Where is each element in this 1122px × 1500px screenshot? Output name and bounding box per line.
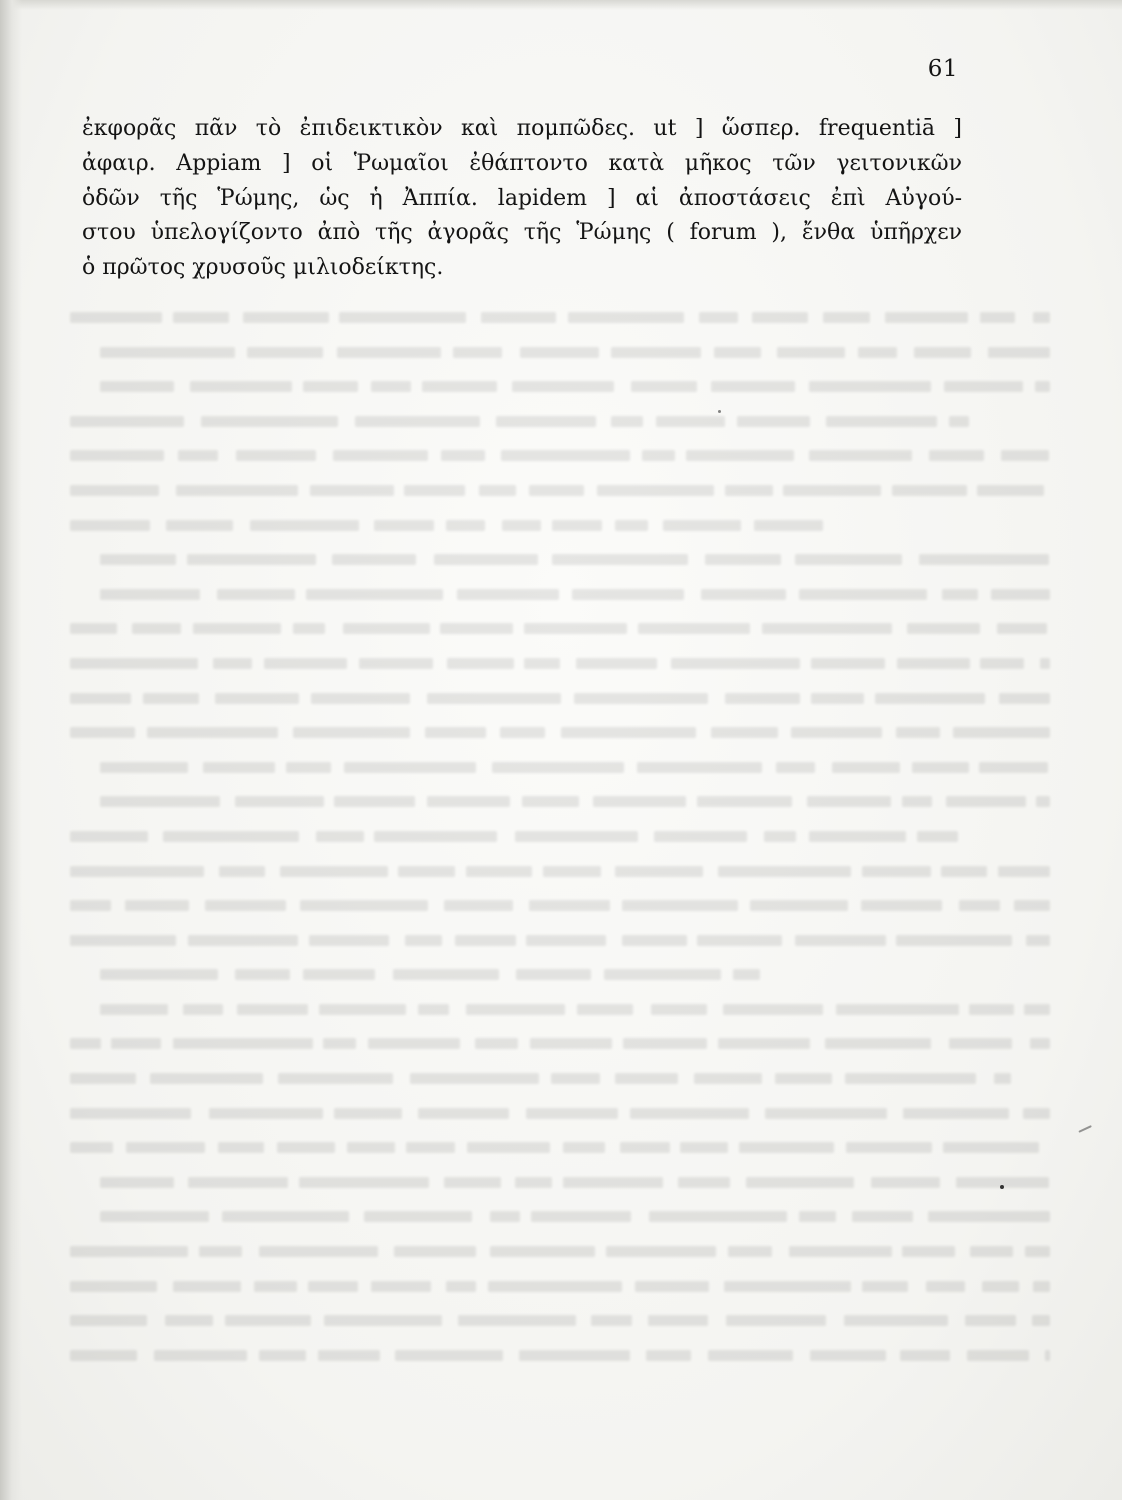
- text-line: ἐκφορᾶς πᾶν τὸ ἐπιδεικτικὸν καὶ πομπῶδες. ut ] ὥσπερ. frequentiā ]: [82, 116, 962, 141]
- page-number: 61: [927, 56, 958, 82]
- commentary-paragraph: [82, 112, 962, 286]
- bleed-through-text: [70, 300, 1060, 1400]
- scan-binding-shadow: [0, 0, 22, 1500]
- text-line: ὁ πρῶτος χρυσοῦς μιλιοδείκτης.: [82, 255, 444, 281]
- text-line: στου ὑπελογίζοντο ἀπὸ τῆς ἀγορᾶς τῆς Ῥώμης ( forum ), ἔνθα ὑπῆρχεν: [82, 220, 962, 246]
- scan-speck: [718, 410, 721, 413]
- text-line: ἀφαιρ. Appiam ] οἱ Ῥωμαῖοι ἐθάπτοντο κατὰ μῆκος τῶν γειτονικῶν: [82, 150, 962, 176]
- scan-speck: [1000, 1185, 1004, 1189]
- scan-speck: [1078, 1125, 1091, 1132]
- text-line: ὁδῶν τῆς Ῥώμης, ὡς ἡ Ἀππία. lapidem ] αἱ ἀποστάσεις ἐπὶ Αὐγού-: [82, 185, 962, 211]
- scan-top-edge: [0, 0, 1122, 10]
